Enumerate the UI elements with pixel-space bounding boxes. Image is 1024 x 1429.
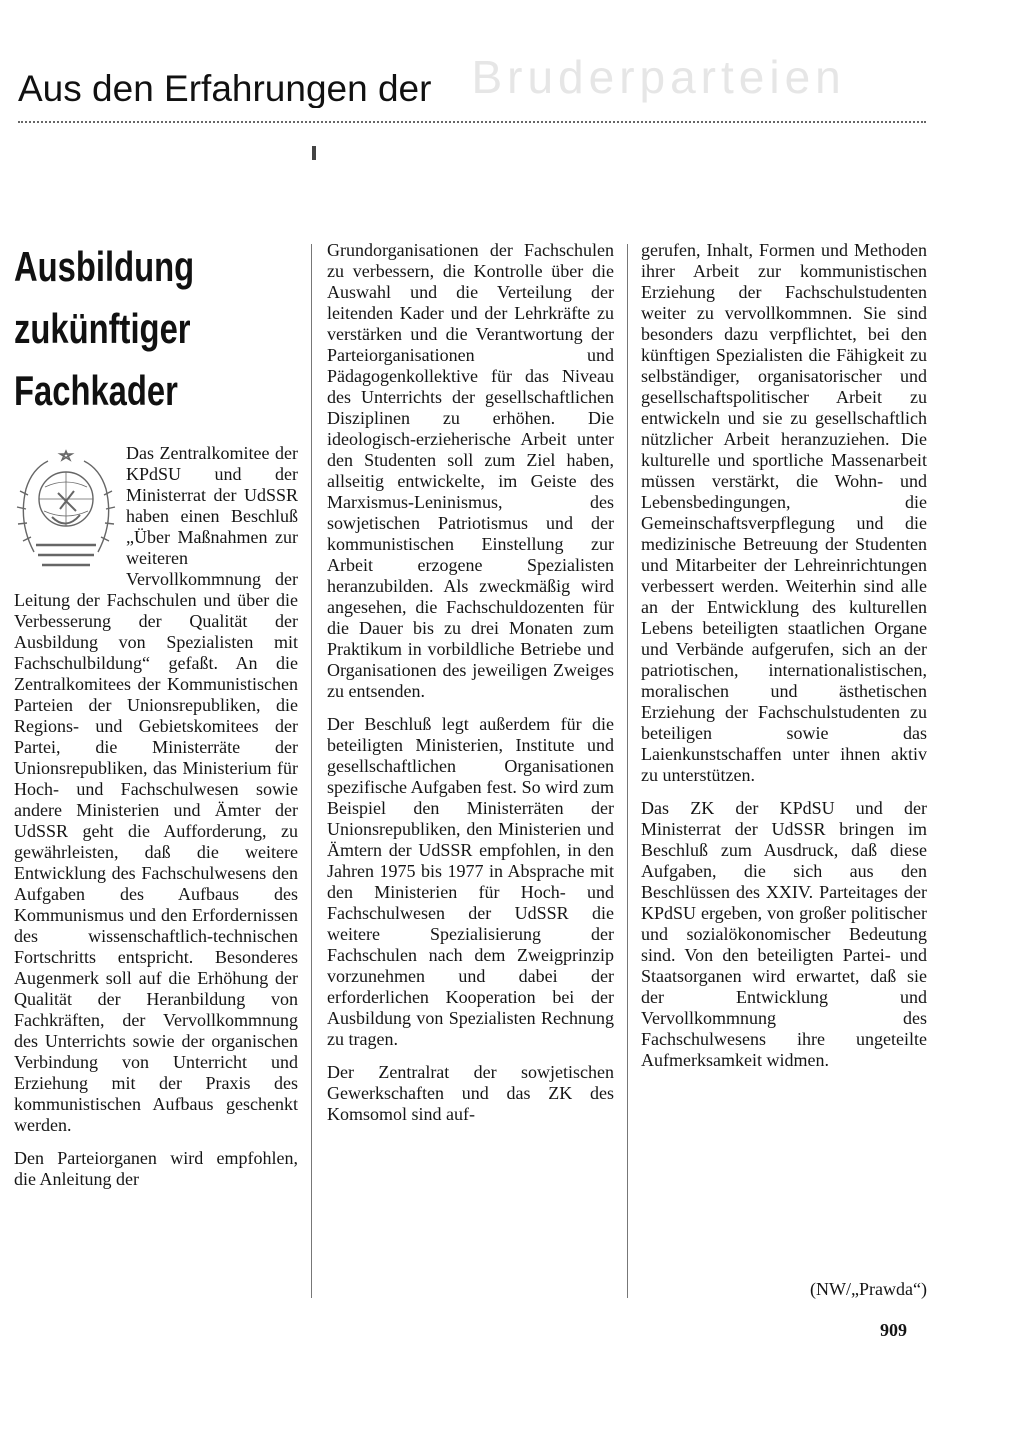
title-line: Fachkader (14, 367, 178, 414)
section-title-faded: Bruderparteien (471, 58, 846, 103)
title-line: zukünftiger (14, 305, 191, 352)
paragraph: Der Beschluß legt außerdem für die beteiligten Ministerien, Institute und gesellschaftlichen Organisationen spezifische Aufgaben fest. So wird zum Beispiel den Ministerräten der Unionsrepubliken, den Ministerien und Ämtern der UdSSR empfohlen, in den Jahren 1975 bis 1977 in Absprache mit den Ministerien für Hoch- und Fachschulwesen der UdSSR die weitere Spezialisierung der Fachschulen nach dem Zweigprinzip vorzunehmen und dabei der erforderlichen Kooperation bei der Ausbildung von Spezialisten Rechnung zu tragen. (327, 714, 614, 1049)
title-line: Ausbildung (14, 243, 195, 290)
print-mark (312, 146, 316, 160)
paragraph: Den Parteiorganen wird empfohlen, die Anleitung der (14, 1148, 298, 1189)
paragraph: Das Zentralkomitee der KPdSU und der Ministerrat der UdSSR haben einen Beschluß „Über Maßnahmen zur weiteren Vervollkommnung der Leitung der Fachschulen und über die Verbesserung der Qualität der Ausbildung von Spezialisten mit Fachschulbildung“ gefaßt. An die Zentralkomitees der Kommunistischen Parteien der Unionsrepubliken, die Regions- und Gebietskomitees der Partei, die Ministerräte der Unionsrepubliken, das Ministerium für Hoch- und Fachschulwesen sowie andere Ministerien und Ämter der UdSSR geht die Aufforderung, zu gewährleisten, daß die weitere Entwicklung des Fachschulwesens den Aufgaben des Aufbaus des Kommunismus und den Erfordernissen des wissenschaftlich-technischen Fortschritts entspricht. Besonderes Augenmerk soll auf die Erhöhung der Qualität der Heranbildung von Fachkräften, der Vervollkommnung des Unterrichts sowie der organischen Verbindung von Unterricht und Erziehung mit der Praxis des kommunistischen Aufbaus geschenkt werden. (14, 443, 298, 1135)
article-column-2 (327, 240, 614, 1137)
section-title: Aus den Erfahrungen der (18, 68, 432, 108)
column-divider (627, 244, 628, 1298)
page-number: 909 (880, 1320, 907, 1340)
section-header (18, 58, 938, 108)
article-column-1 (14, 443, 298, 1202)
paragraph: Grundorganisationen der Fachschulen zu verbessern, die Kontrolle über die Auswahl und die Verteilung der leitenden Kader und der Lehrkräfte zu verstärken und die Verantwortung der Parteiorganisationen und Pädagogenkollektive für das Niveau des Unterrichts der gesellschaftlichen Disziplinen zu erhöhen. Die ideologisch-erzieherische Arbeit unter den Studenten soll zum Ziel haben, allseitig entwickelte, im Geiste des Marxismus-Leninismus, des sowjetischen Patriotismus und der kommunistischen Einstellung zur Arbeit erzogene Spezialisten heranzubilden. Als zweckmäßig wird angesehen, die Fachschuldozenten für die Dauer bis zu drei Monaten zum Praktikum in vorbildliche Betriebe und Organisationen des jeweiligen Zweiges zu entsenden. (327, 240, 614, 701)
article-title (14, 236, 240, 422)
source-attribution: (NW/„Prawda“) (810, 1279, 927, 1299)
article-column-3 (641, 240, 927, 1083)
column-divider (311, 244, 312, 1298)
paragraph: Der Zentralrat der sowjetischen Gewerkschaften und das ZK des Komsomol sind auf- (327, 1062, 614, 1124)
paragraph: Das ZK der KPdSU und der Ministerrat der UdSSR bringen im Beschluß zum Ausdruck, daß diese Aufgaben, die sich aus den Beschlüssen des XXIV. Parteitages der KPdSU ergeben, von großer politischer und sozialökonomischer Bedeutung sind. Von den beteiligten Partei- und Staatsorganen wird erwartet, daß sie der Entwicklung und Vervollkommnung des Fachschulwesens ihre ungeteilte Aufmerksamkeit widmen. (641, 798, 927, 1070)
header-rule (18, 121, 926, 123)
paragraph: gerufen, Inhalt, Formen und Methoden ihrer Arbeit zur kommunistischen Erziehung der Fachschulstudenten weiter zu vervollkommnen. Sie sind besonders dazu verpflichtet, bei den künftigen Spezialisten die Fähigkeit zu selbständiger, organisatorischer und gesellschaftspolitischer Arbeit zu entwickeln und sie zu gesellschaftlich nützlicher Arbeit heranzuziehen. Die kulturelle und sportliche Massenarbeit müssen verstärkt, die Wohn- und Lebensbedingungen, die Gemeinschaftsverpflegung und die medizinische Betreuung der Studenten und Mitarbeiter der Lehreinrichtungen verbessert werden. Weiterhin sind alle an der Entwicklung des kulturellen Lebens beteiligten staatlichen Organe und Verbände aufgerufen, sich an der patriotischen, internationalistischen, moralischen und ästhetischen Erziehung der Fachschulstudenten zu beteiligen sowie das Laienkunstschaffen unter ihnen aktiv zu unterstützen. (641, 240, 927, 785)
